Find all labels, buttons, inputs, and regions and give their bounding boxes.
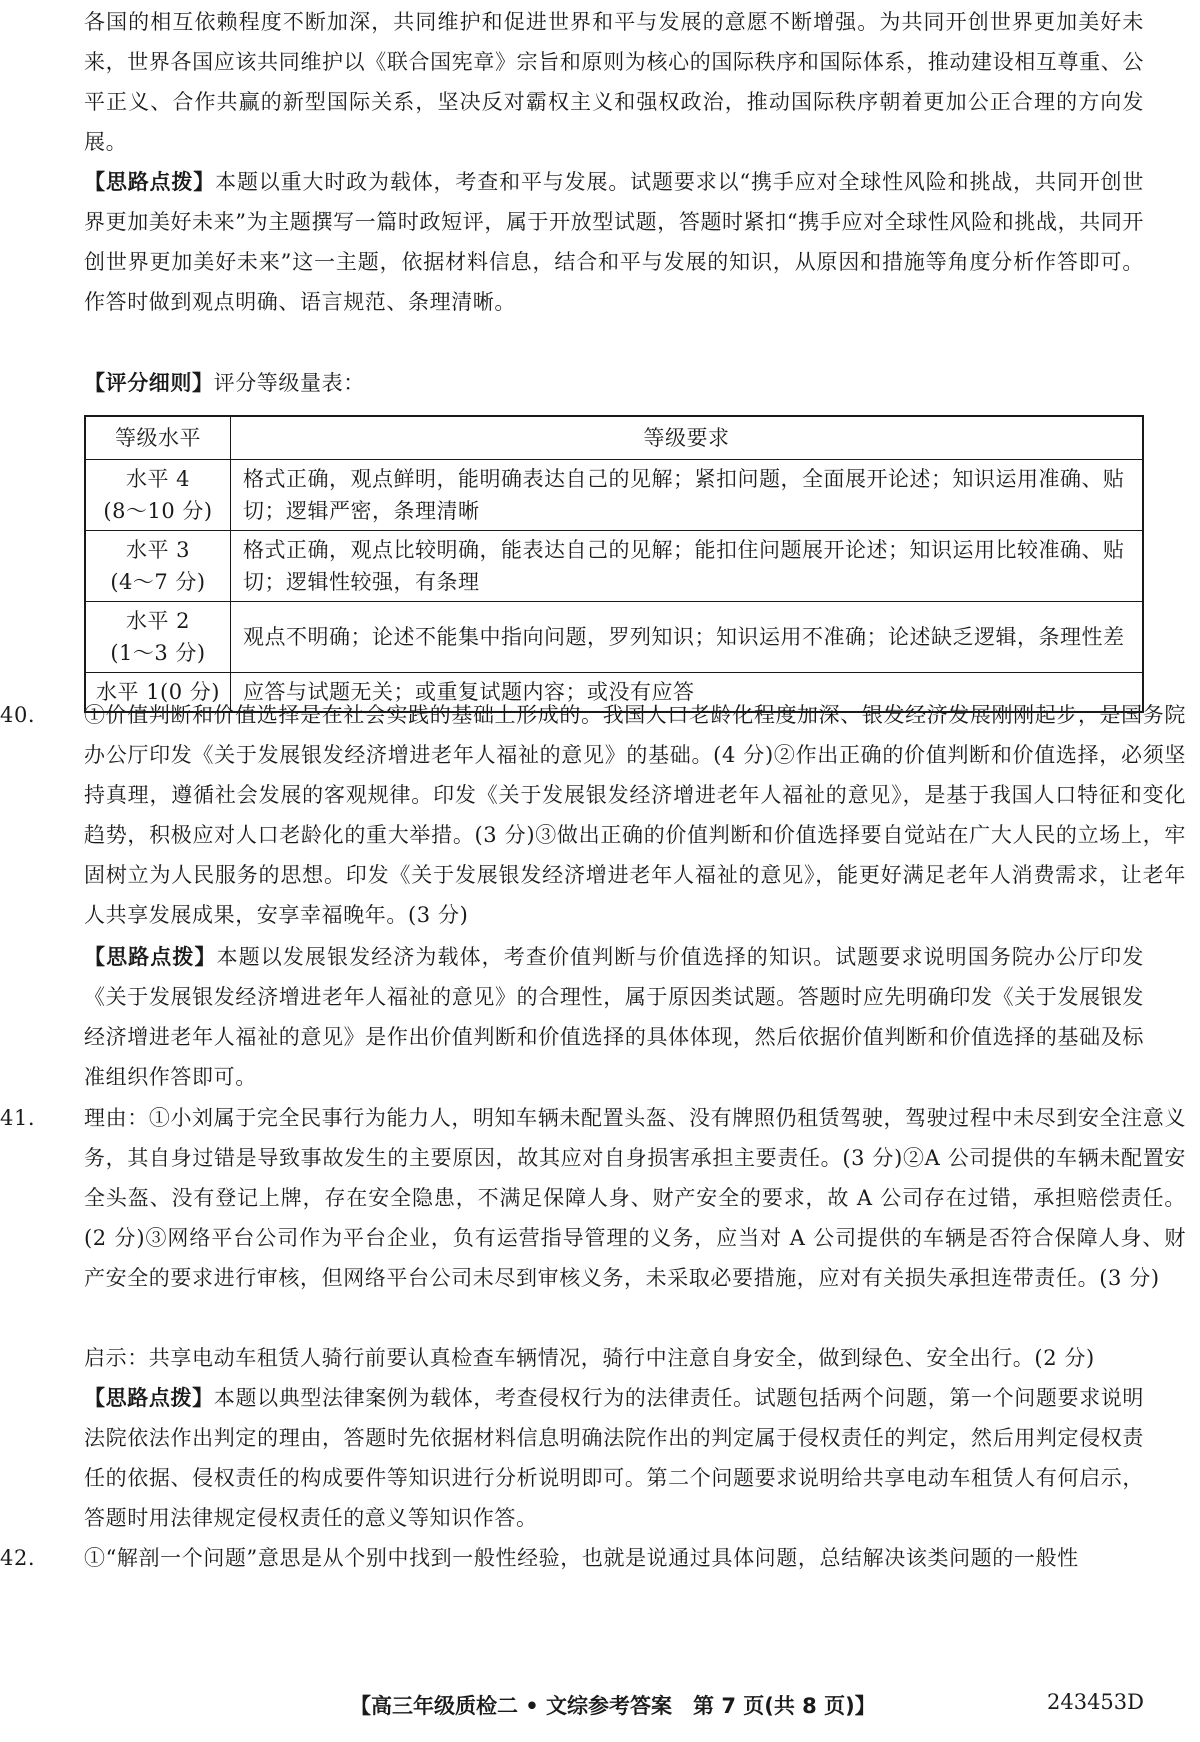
question-number: 42. (0, 1546, 36, 1570)
level-cell (85, 531, 231, 602)
requirement-cell: 格式正确，观点比较明确，能表达自己的见解；能扣住问题展开论述；知识运用比较准确、贴切；逻辑性较强，有条理 (231, 531, 1144, 602)
question-number: 41. (0, 1106, 36, 1130)
footer-title: 【高三年级质检二 • 文综参考答案 第 7 页(共 8 页)】 (350, 1694, 876, 1718)
grading-table-header (85, 416, 1143, 460)
question-40-answer (0, 695, 1186, 935)
table-row (85, 531, 1143, 602)
requirement-cell: 应答与试题无关；或重复试题内容；或没有应答 (231, 673, 1144, 713)
question-40-tip (84, 937, 1144, 1097)
level-label: 水平 4 (125, 467, 191, 491)
level-label: 水平 2 (125, 609, 191, 633)
tip-tag: 【思路点拨】 (84, 169, 216, 194)
level-score: (8～10 分) (103, 499, 213, 523)
question-41-hint: 启示：共享电动车租赁人骑行前要认真检查车辆情况，骑行中注意自身安全，做到绿色、安全出行。(2 分) (84, 1346, 1095, 1370)
question-41-tip (84, 1378, 1144, 1538)
grading-text: 评分等级量表： (213, 371, 365, 395)
level-score: (4～7 分) (110, 570, 206, 594)
tip-paragraph-peace (84, 162, 1144, 322)
paragraph-peace-development: 各国的相互依赖程度不断加深，共同维护和促进世界和平与发展的意愿不断增强。为共同开创世界更加美好未来，世界各国应该共同维护以《联合国宪章》宗旨和原则为核心的国际秩序和国际体系，推动建设相互尊重、公平正义、合作共赢的新型国际关系，坚决反对霸权主义和强权政治，推动国际秩序朝着更加公正合理的方向发展。 (84, 10, 1144, 154)
tip-tag: 【思路点拨】 (84, 944, 217, 969)
grading-tag: 【评分细则】 (84, 370, 214, 395)
level-cell (85, 460, 231, 531)
page-footer (350, 1690, 1144, 1720)
question-42-answer (0, 1538, 1186, 1578)
footer-code: 243453D (1046, 1690, 1144, 1714)
header-requirement: 等级要求 (231, 416, 1144, 460)
level-cell (85, 602, 231, 673)
question-40-text: ①价值判断和价值选择是在社会实践的基础上形成的。我国人口老龄化程度加深、银发经济发展刚刚起步，是国务院办公厅印发《关于发展银发经济增进老年人福祉的意见》的基础。(4 分)②作出正确的价值判断和价值选择，必须坚持真理，遵循社会发展的客观规律。印发《关于发展银发经济增进老年人福祉的意见》，是基于我国人口特征和变化趋势，积极应对人口老龄化的重大举措。(3 分)③做出正确的价值判断和价值选择要自觉站在广大人民的立场上，牢固树立为人民服务的思想。印发《关于发展银发经济增进老年人福祉的意见》，能更好满足老年人消费需求，让老年人共享发展成果，安享幸福晚年。(3 分) (84, 703, 1186, 927)
tip-tag: 【思路点拨】 (84, 1385, 214, 1410)
table-row (85, 602, 1143, 673)
question-42-text: ①“解剖一个问题”意思是从个别中找到一般性经验，也就是说通过具体问题，总结解决该类问题的一般性 (84, 1546, 1079, 1570)
table-row (85, 460, 1143, 531)
tip-text: 本题以典型法律案例为载体，考查侵权行为的法律责任。试题包括两个问题，第一个问题要求说明法院依法作出判定的理由，答题时先依据材料信息明确法院作出的判定属于侵权责任的判定，然后用判定侵权责任的依据、侵权责任的构成要件等知识进行分析说明即可。第二个问题要求说明给共享电动车租赁人有何启示，答题时用法律规定侵权责任的意义等知识作答。 (84, 1386, 1145, 1530)
header-level: 等级水平 (85, 416, 231, 460)
question-41-text: 理由：①小刘属于完全民事行为能力人，明知车辆未配置头盔、没有牌照仍租赁驾驶，驾驶过程中未尽到安全注意义务，其自身过错是导致事故发生的主要原因，故其应对自身损害承担主要责任。(3 分)②A 公司提供的车辆未配置安全头盔、没有登记上牌，存在安全隐患，不满足保障人身、财产安全的要求，故 A 公司存在过错，承担赔偿责任。(2 分)③网络平台公司作为平台企业，负有运营指导管理的义务，应当对 A 公司提供的车辆是否符合保障人身、财产安全的要求进行审核，但网络平台公司未尽到审核义务，未采取必要措施，应对有关损失承担连带责任。(3 分) (84, 1106, 1186, 1290)
tip-text: 本题以发展银发经济为载体，考查价值判断与价值选择的知识。试题要求说明国务院办公厅印发《关于发展银发经济增进老年人福祉的意见》的合理性，属于原因类试题。答题时应先明确印发《关于发展银发经济增进老年人福祉的意见》是作出价值判断和价值选择的具体体现，然后依据价值判断和价值选择的基础及标准组织作答即可。 (84, 945, 1144, 1089)
requirement-cell: 观点不明确；论述不能集中指向问题，罗列知识；知识运用不准确；论述缺乏逻辑，条理性差 (231, 602, 1144, 673)
question-41-answer (0, 1098, 1186, 1298)
question-number: 40. (0, 703, 36, 727)
grading-table (84, 415, 1144, 713)
requirement-cell: 格式正确，观点鲜明，能明确表达自己的见解；紧扣问题，全面展开论述；知识运用准确、贴切；逻辑严密，条理清晰 (231, 460, 1144, 531)
level-cell: 水平 1(0 分) (85, 673, 231, 713)
level-label: 水平 3 (125, 538, 191, 562)
grading-intro (84, 363, 1144, 403)
level-score: (1～3 分) (110, 641, 206, 665)
tip-text: 本题以重大时政为载体，考查和平与发展。试题要求以“携手应对全球性风险和挑战，共同开创世界更加美好未来”为主题撰写一篇时政短评，属于开放型试题，答题时紧扣“携手应对全球性风险和挑战，共同开创世界更加美好未来”这一主题，依据材料信息，结合和平与发展的知识，从原因和措施等角度分析作答即可。作答时做到观点明确、语言规范、条理清晰。 (84, 170, 1144, 314)
